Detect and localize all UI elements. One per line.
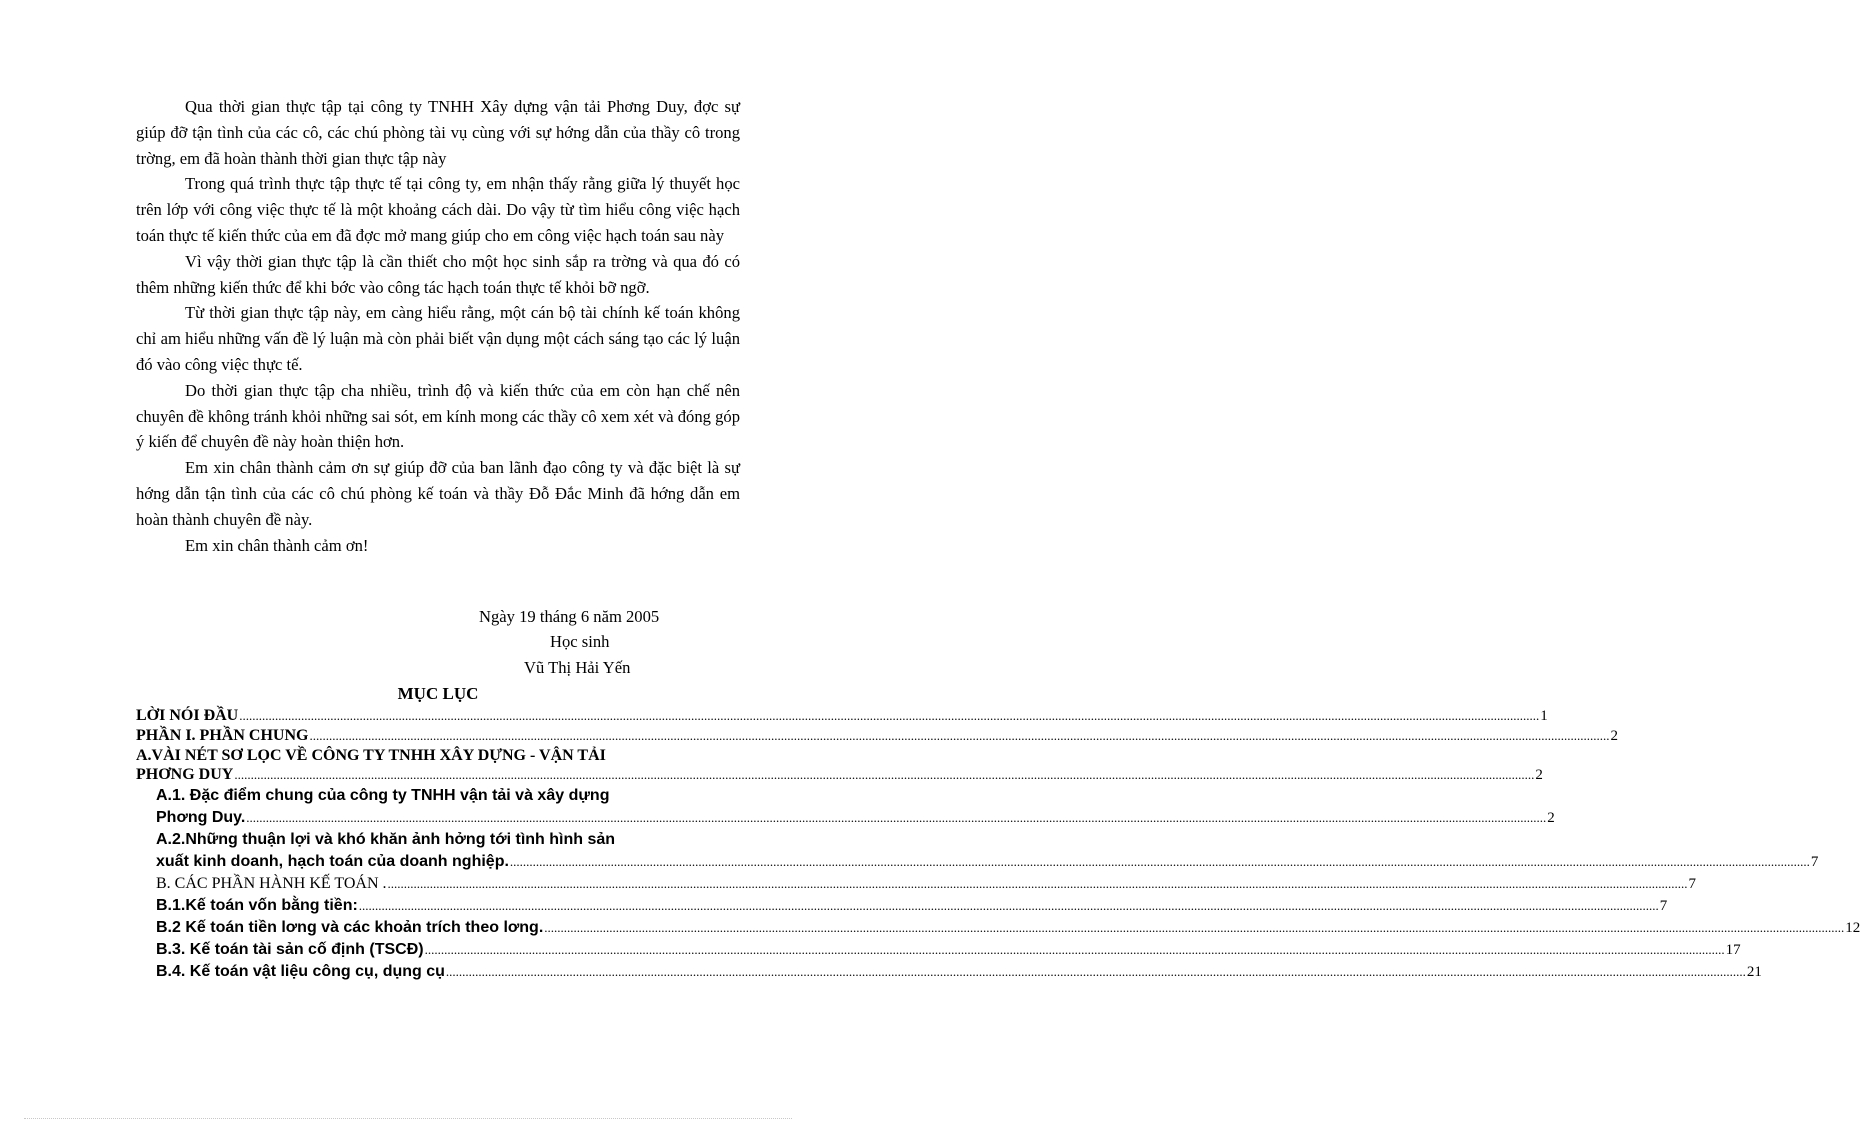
toc-entry-text: A.2.Những thuận lợi và khó khăn ảnh hởng tới tình hình sản [156, 831, 616, 848]
toc-page-number: 7 [1810, 854, 1819, 870]
toc-page-number: 2 [1535, 767, 1543, 783]
toc-entry-text: A.VÀI NÉT SƠ LỌC VỀ CÔNG TY TNHH XÂY DỰNG - VẬN TẢI [136, 747, 606, 764]
table-of-contents [136, 706, 1860, 983]
paragraph: Trong quá trình thực tập thực tế tại công ty, em nhận thấy rằng giữa lý thuyết học trên lớp với công việc thực tế là một khoảng cách dài. Do vậy từ tìm hiểu công việc hạch toán thực tế kiến thức của em đã đợc mở mang giúp cho em công việc hạch toán sau này [136, 174, 740, 245]
toc-leader-dots: ................................................................................................................................................................................................................................................................................................................................................................................................................ [234, 767, 1535, 782]
toc-entry-line [136, 706, 1548, 726]
paragraph: Do thời gian thực tập cha nhiều, trình độ và kiến thức của em còn hạn chế nên chuyên đề không tránh khỏi những sai sót, em kính mong các thầy cô xem xét và đóng góp ý kiến để chuyên đề này hoàn thiện hơn. [136, 380, 740, 452]
toc-entry[interactable] [136, 746, 1543, 785]
toc-entry-text: A.1. Đặc điểm chung của công ty TNHH vận tải và xây dựng [156, 787, 610, 804]
toc-entry-text: xuất kinh doanh, hạch toán của doanh nghiệp. [156, 853, 509, 870]
signature-name: Vũ Thị Hải Yến [524, 658, 631, 677]
toc-leader-dots: ................................................................................................................................................................................................................................................................................................................................................................................................................ [309, 728, 1610, 743]
paragraph: Vì vậy thời gian thực tập là cần thiết cho một học sinh sắp ra trờng và qua đó có thêm những kiến thức để khi bớc vào công tác hạch toán thực tế khỏi bỡ ngỡ. [136, 251, 740, 297]
toc-leader-dots: ................................................................................................................................................................................................................................................................................................................................................................................................................ [544, 920, 1845, 935]
toc-entry[interactable] [136, 873, 1697, 895]
toc-entry-line [156, 873, 1697, 895]
toc-entry[interactable] [136, 895, 1668, 917]
toc-entry[interactable] [136, 726, 1618, 746]
toc-entry-line-wrap [136, 746, 740, 765]
paragraph: Qua thời gian thực tập tại công ty TNHH Xây dựng vận tải Phơng Duy, đợc sự giúp đỡ tận tình của các cô, các chú phòng tài vụ cùng với sự hớng dẫn của thầy cô trong trờng, em đã hoàn thành thời gian thực tập này [136, 97, 740, 168]
paragraph: Từ thời gian thực tập này, em càng hiểu rằng, một cán bộ tài chính kế toán không chỉ am hiểu những vấn đề lý luận mà còn phải biết vận dụng một cách sáng tạo các lý luận đó vào công việc thực tế. [136, 303, 740, 374]
page-content [136, 94, 1860, 980]
toc-entry[interactable] [136, 961, 1762, 983]
toc-leader-dots: ................................................................................................................................................................................................................................................................................................................................................................................................................ [445, 964, 1746, 979]
toc-page-number: 21 [1746, 964, 1762, 980]
toc-entry-line [156, 917, 1860, 939]
toc-entry-text: PHẦN I. PHẦN CHUNG [136, 727, 309, 744]
toc-leader-dots: ................................................................................................................................................................................................................................................................................................................................................................................................................ [246, 810, 1547, 825]
acknowledgement-section [136, 94, 740, 558]
toc-leader-dots: ................................................................................................................................................................................................................................................................................................................................................................................................................ [239, 708, 1540, 723]
toc-entry-line [156, 851, 1819, 873]
toc-page-number: 1 [1540, 708, 1548, 724]
toc-entry[interactable] [136, 829, 1819, 873]
paragraph: Em xin chân thành cảm ơn! [185, 535, 369, 555]
toc-page-number: 2 [1547, 810, 1555, 826]
toc-entry-line [156, 939, 1741, 961]
toc-leader-dots: ................................................................................................................................................................................................................................................................................................................................................................................................................ [358, 898, 1659, 913]
toc-entry[interactable] [136, 939, 1741, 961]
toc-page-number: 7 [1659, 898, 1668, 914]
signature-date: Ngày 19 tháng 6 năm 2005 [479, 607, 660, 626]
toc-entry[interactable] [136, 917, 1860, 939]
page-bottom-rule [24, 1118, 792, 1119]
toc-entry-text: LỜI NÓI ĐẦU [136, 707, 239, 724]
toc-page-number: 12 [1845, 920, 1860, 936]
signature-role: Học sinh [550, 632, 610, 651]
toc-entry-line [156, 807, 1555, 829]
toc-title: MỤC LỤC [397, 684, 479, 703]
toc-page-number: 7 [1688, 876, 1697, 892]
toc-entry-line-wrap [156, 829, 740, 851]
toc-entry-line [136, 726, 1618, 746]
toc-entry-text: B.1.Kế toán vốn bằng tiền: [156, 897, 358, 914]
toc-entry[interactable] [136, 785, 1555, 829]
toc-entry-text: PHƠNG DUY [136, 766, 234, 783]
toc-leader-dots: ................................................................................................................................................................................................................................................................................................................................................................................................................ [509, 854, 1810, 869]
toc-page-number: 2 [1610, 728, 1618, 744]
toc-entry-text: Phơng Duy. [156, 809, 246, 826]
toc-entry-text: B.3. Kế toán tài sản cố định (TSCĐ) [156, 941, 424, 958]
toc-entry-text: B. CÁC PHẦN HÀNH KẾ TOÁN . [156, 875, 387, 892]
toc-entry-line [156, 895, 1668, 917]
toc-page-number: 17 [1725, 942, 1741, 958]
toc-entry-line-wrap [156, 785, 740, 807]
toc-leader-dots: ................................................................................................................................................................................................................................................................................................................................................................................................................ [387, 876, 1688, 891]
toc-entry[interactable] [136, 706, 1548, 726]
toc-entry-line [136, 765, 1543, 785]
toc-entry-text: B.4. Kế toán vật liệu công cụ, dụng cụ [156, 963, 445, 980]
paragraph: Em xin chân thành cảm ơn sự giúp đỡ của ban lãnh đạo công ty và đặc biệt là sự hớng dẫn tận tình của các cô chú phòng kế toán và thầy Đỗ Đắc Minh đã hớng dẫn em hoàn thành chuyên đề này. [136, 458, 740, 529]
toc-entry-line [156, 961, 1762, 983]
toc-leader-dots: ................................................................................................................................................................................................................................................................................................................................................................................................................ [424, 942, 1725, 957]
toc-entry-text: B.2 Kế toán tiền lơng và các khoản trích theo lơng. [156, 919, 544, 936]
